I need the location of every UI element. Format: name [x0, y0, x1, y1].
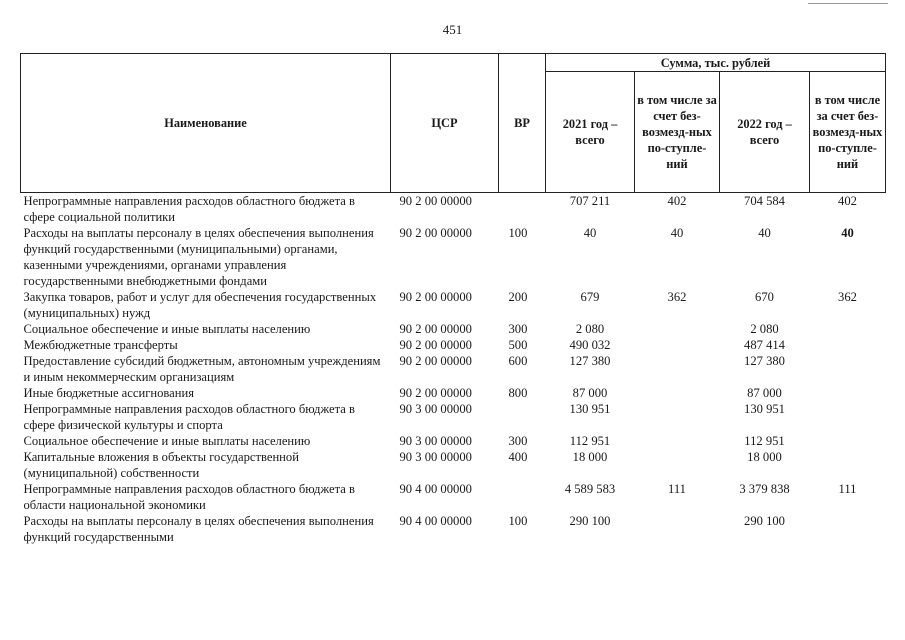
- row-vr: 100: [508, 226, 528, 240]
- table-row: [21, 481, 886, 513]
- row-2022-incl: [810, 513, 886, 545]
- row-csr: 90 2 00 00000: [399, 386, 472, 400]
- row-csr: 90 2 00 00000: [399, 290, 472, 304]
- row-name: Межбюджетные трансферты: [23, 338, 178, 352]
- row-2021-incl: [635, 385, 720, 401]
- row-2021-total: 112 951: [569, 434, 611, 448]
- row-name: Закупка товаров, работ и услуг для обеспечения государственных (муниципальных) нужд: [23, 290, 377, 320]
- row-2021-incl: 111: [668, 482, 686, 496]
- row-2022-total: 87 000: [747, 386, 782, 400]
- row-csr: 90 4 00 00000: [399, 514, 472, 528]
- row-2022-incl: [810, 353, 886, 385]
- row-csr: 90 2 00 00000: [399, 354, 472, 368]
- row-2022-total: 40: [758, 226, 771, 240]
- table-row: [21, 385, 886, 401]
- row-2021-total: 4 589 583: [564, 482, 616, 496]
- row-2022-incl: 111: [838, 482, 857, 496]
- header-2021-incl: в том числе за счет без-возмезд-ных по-ступле-ний: [635, 72, 720, 193]
- row-name: Иные бюджетные ассигнования: [23, 386, 195, 400]
- row-csr: 90 2 00 00000: [399, 322, 472, 336]
- row-vr: 800: [508, 386, 528, 400]
- row-2022-incl: 40: [841, 226, 854, 240]
- table-row: [21, 513, 886, 545]
- row-2021-total: 290 100: [569, 514, 611, 528]
- row-vr: 600: [508, 354, 528, 368]
- row-2022-total: 290 100: [744, 514, 785, 528]
- header-csr: ЦСР: [391, 54, 499, 193]
- row-2021-total: 679: [580, 290, 600, 304]
- header-2021-total: 2021 год – всего: [546, 72, 635, 193]
- table-row: [21, 321, 886, 337]
- row-csr: 90 3 00 00000: [399, 434, 472, 448]
- row-2022-total: 670: [755, 290, 774, 304]
- row-2022-incl: [810, 385, 886, 401]
- row-2021-total: 18 000: [572, 450, 608, 464]
- row-vr: 300: [508, 322, 528, 336]
- row-vr: 400: [508, 450, 528, 464]
- scan-edge-line: [808, 3, 888, 4]
- table-row: [21, 225, 886, 289]
- row-2021-incl: [635, 449, 720, 481]
- row-2021-total: 87 000: [572, 386, 608, 400]
- budget-table: [20, 53, 886, 545]
- row-2022-total: 112 951: [744, 434, 785, 448]
- table-row: [21, 337, 886, 353]
- row-2022-incl: [810, 433, 886, 449]
- header-sum: Сумма, тыс. рублей: [546, 54, 886, 72]
- row-2021-total: 490 032: [569, 338, 611, 352]
- row-name: Расходы на выплаты персоналу в целях обеспечения выполнения функций государственными (муниципальными) органами, казенными учреждениями, органами управления государственными внебюджетными фондами: [23, 226, 374, 288]
- row-2021-total: 707 211: [569, 194, 611, 208]
- row-vr: 300: [508, 434, 528, 448]
- row-2021-incl: [635, 321, 720, 337]
- row-name: Непрограммные направления расходов областного бюджета в сфере социальной политики: [23, 194, 355, 224]
- row-2021-incl: 362: [667, 290, 687, 304]
- row-name: Капитальные вложения в объекты государственной (муниципальной) собственности: [23, 450, 299, 480]
- header-2022-total: 2022 год – всего: [720, 72, 810, 193]
- row-vr: 100: [508, 514, 528, 528]
- row-2022-total: 487 414: [744, 338, 785, 352]
- row-2021-incl: [635, 513, 720, 545]
- row-2022-total: 704 584: [744, 194, 785, 208]
- row-2022-total: 127 380: [744, 354, 785, 368]
- row-2021-incl: [635, 353, 720, 385]
- header-vr: ВР: [499, 54, 546, 193]
- table-row: [21, 449, 886, 481]
- row-2022-incl: [810, 401, 886, 433]
- page-number: 451: [442, 22, 463, 37]
- row-csr: 90 3 00 00000: [399, 402, 472, 416]
- row-2021-incl: [635, 337, 720, 353]
- table-row: [21, 193, 886, 226]
- table-row: [21, 401, 886, 433]
- row-csr: 90 3 00 00000: [399, 450, 472, 464]
- row-2021-total: 2 080: [575, 322, 605, 336]
- row-2021-total: 127 380: [569, 354, 611, 368]
- row-2022-incl: [810, 321, 886, 337]
- header-name: Наименование: [21, 54, 391, 193]
- row-vr: [499, 193, 546, 226]
- row-2022-incl: 362: [838, 290, 857, 304]
- row-2021-incl: 402: [667, 194, 687, 208]
- table-row: [21, 289, 886, 321]
- row-2022-incl: [810, 449, 886, 481]
- row-2021-total: 130 951: [569, 402, 611, 416]
- row-name: Социальное обеспечение и иные выплаты населению: [23, 434, 311, 448]
- row-name: Предоставление субсидий бюджетным, автономным учреждениям и иным некоммерческим организациям: [23, 354, 381, 384]
- row-name: Социальное обеспечение и иные выплаты населению: [23, 322, 311, 336]
- table-row: [21, 433, 886, 449]
- row-name: Расходы на выплаты персоналу в целях обеспечения выполнения функций государственными: [23, 514, 374, 544]
- row-2022-total: 3 379 838: [739, 482, 790, 496]
- row-vr: [499, 481, 546, 513]
- row-2022-incl: [810, 337, 886, 353]
- row-csr: 90 2 00 00000: [399, 194, 472, 208]
- row-2021-incl: [635, 433, 720, 449]
- row-name: Непрограммные направления расходов областного бюджета в области национальной экономики: [23, 482, 355, 512]
- row-vr: 200: [508, 290, 528, 304]
- row-vr: 500: [508, 338, 528, 352]
- row-2021-incl: [635, 401, 720, 433]
- table-row: [21, 353, 886, 385]
- row-2022-incl: 402: [838, 194, 857, 208]
- row-csr: 90 2 00 00000: [399, 338, 472, 352]
- header-2022-incl: в том числе за счет без-возмезд-ных по-ступле-ний: [810, 72, 886, 193]
- row-2021-incl: 40: [670, 226, 684, 240]
- row-2022-total: 18 000: [747, 450, 782, 464]
- row-2022-total: 130 951: [744, 402, 785, 416]
- row-csr: 90 2 00 00000: [399, 226, 472, 240]
- row-csr: 90 4 00 00000: [399, 482, 472, 496]
- row-2022-total: 2 080: [750, 322, 779, 336]
- row-vr: [499, 401, 546, 433]
- row-2021-total: 40: [583, 226, 597, 240]
- row-name: Непрограммные направления расходов областного бюджета в сфере физической культуры и спорта: [23, 402, 355, 432]
